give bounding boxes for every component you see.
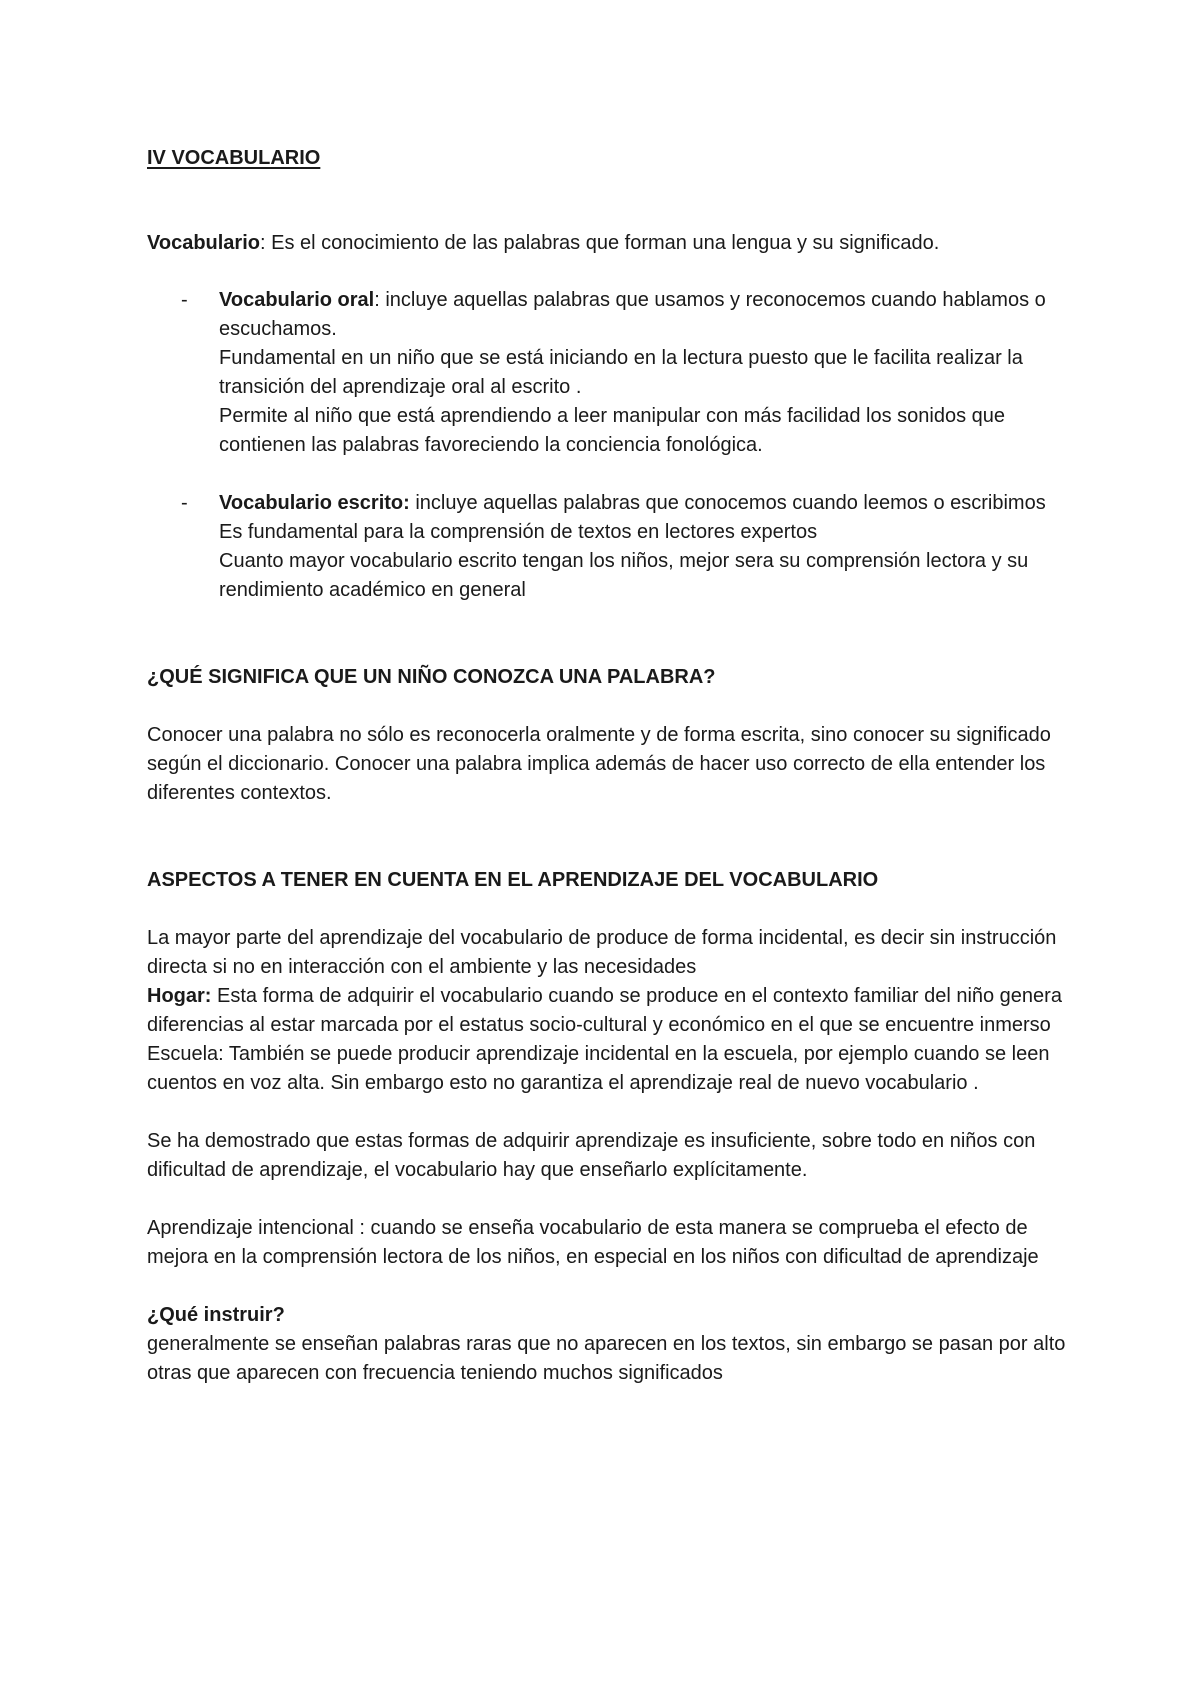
bullet-oral-vocabulary xyxy=(147,286,1077,460)
bullet-text: incluye aquellas palabras que conocemos cuando leemos o escribimos xyxy=(409,492,1046,514)
section-heading-conocer-palabra: ¿QUÉ SIGNIFICA QUE UN NIÑO CONOZCA UNA PALABRA? xyxy=(147,666,716,688)
paragraph-insuficiente: Se ha demostrado que estas formas de adquirir aprendizaje es insuficiente, sobre todo en niños con dificultad de aprendizaje, el vocabulario hay que enseñarlo explícitamente. xyxy=(147,1130,1036,1181)
hogar-text: Esta forma de adquirir el vocabulario cuando se produce en el contexto familiar del niño genera diferencias al estar marcada por el estatus socio-cultural y económico en el que se encuentre inmerso xyxy=(147,985,1062,1036)
bullet-text: : incluye aquellas palabras que usamos y reconocemos cuando hablamos o escuchamos. xyxy=(219,289,1046,340)
section-heading-aspectos: ASPECTOS A TENER EN CUENTA EN EL APRENDIZAJE DEL VOCABULARIO xyxy=(147,869,879,891)
bullet-term: Vocabulario escrito: xyxy=(219,492,410,514)
bullet-intro xyxy=(219,286,1077,344)
bullet-term: Vocabulario oral xyxy=(219,289,375,311)
page-title: IV VOCABULARIO xyxy=(147,147,321,169)
hogar-term: Hogar: xyxy=(147,985,212,1007)
section-paragraph: Conocer una palabra no sólo es reconocerla oralmente y de forma escrita, sino conocer su significado según el diccionario. Conocer una palabra implica además de hacer uso correcto de ella entender los diferentes contextos. xyxy=(147,724,1051,804)
section-heading-que-instruir: ¿Qué instruir? xyxy=(147,1304,285,1326)
bullet-line: Permite al niño que está aprendiendo a leer manipular con más facilidad los sonidos que contienen las palabras favoreciendo la conciencia fonológica. xyxy=(219,405,1006,456)
section-paragraph: generalmente se enseñan palabras raras que no aparecen en los textos, sin embargo se pasan por alto otras que aparecen con frecuencia teniendo muchos significados xyxy=(147,1333,1066,1384)
definition-term: Vocabulario xyxy=(147,232,260,254)
definition-text: : Es el conocimiento de las palabras que forman una lengua y su significado. xyxy=(260,232,940,254)
bullet-dash: - xyxy=(181,289,188,311)
bullet-dash: - xyxy=(181,492,188,514)
paragraph-hogar xyxy=(147,982,1077,1040)
bullet-line: Fundamental en un niño que se está iniciando en la lectura puesto que le facilita realizar la transición del aprendizaje oral al escrito . xyxy=(219,347,1023,398)
document-body xyxy=(147,144,1077,1388)
bullet-line: Cuanto mayor vocabulario escrito tengan los niños, mejor sera su comprensión lectora y su rendimiento académico en general xyxy=(219,550,1029,601)
vocabulary-definition xyxy=(147,229,1077,258)
bullet-line: Es fundamental para la comprensión de textos en lectores expertos xyxy=(219,521,818,543)
paragraph-intencional: Aprendizaje intencional : cuando se enseña vocabulario de esta manera se comprueba el efecto de mejora en la comprensión lectora de los niños, en especial en los niños con dificultad de aprendizaje xyxy=(147,1217,1039,1268)
bullet-intro xyxy=(219,489,1077,518)
paragraph-escuela: Escuela: También se puede producir aprendizaje incidental en la escuela, por ejemplo cuando se leen cuentos en voz alta. Sin embargo esto no garantiza el aprendizaje real de nuevo vocabulario . xyxy=(147,1043,1050,1094)
paragraph-intro: La mayor parte del aprendizaje del vocabulario de produce de forma incidental, es decir sin instrucción directa si no en interacción con el ambiente y las necesidades xyxy=(147,927,1057,978)
bullet-written-vocabulary xyxy=(147,489,1077,605)
